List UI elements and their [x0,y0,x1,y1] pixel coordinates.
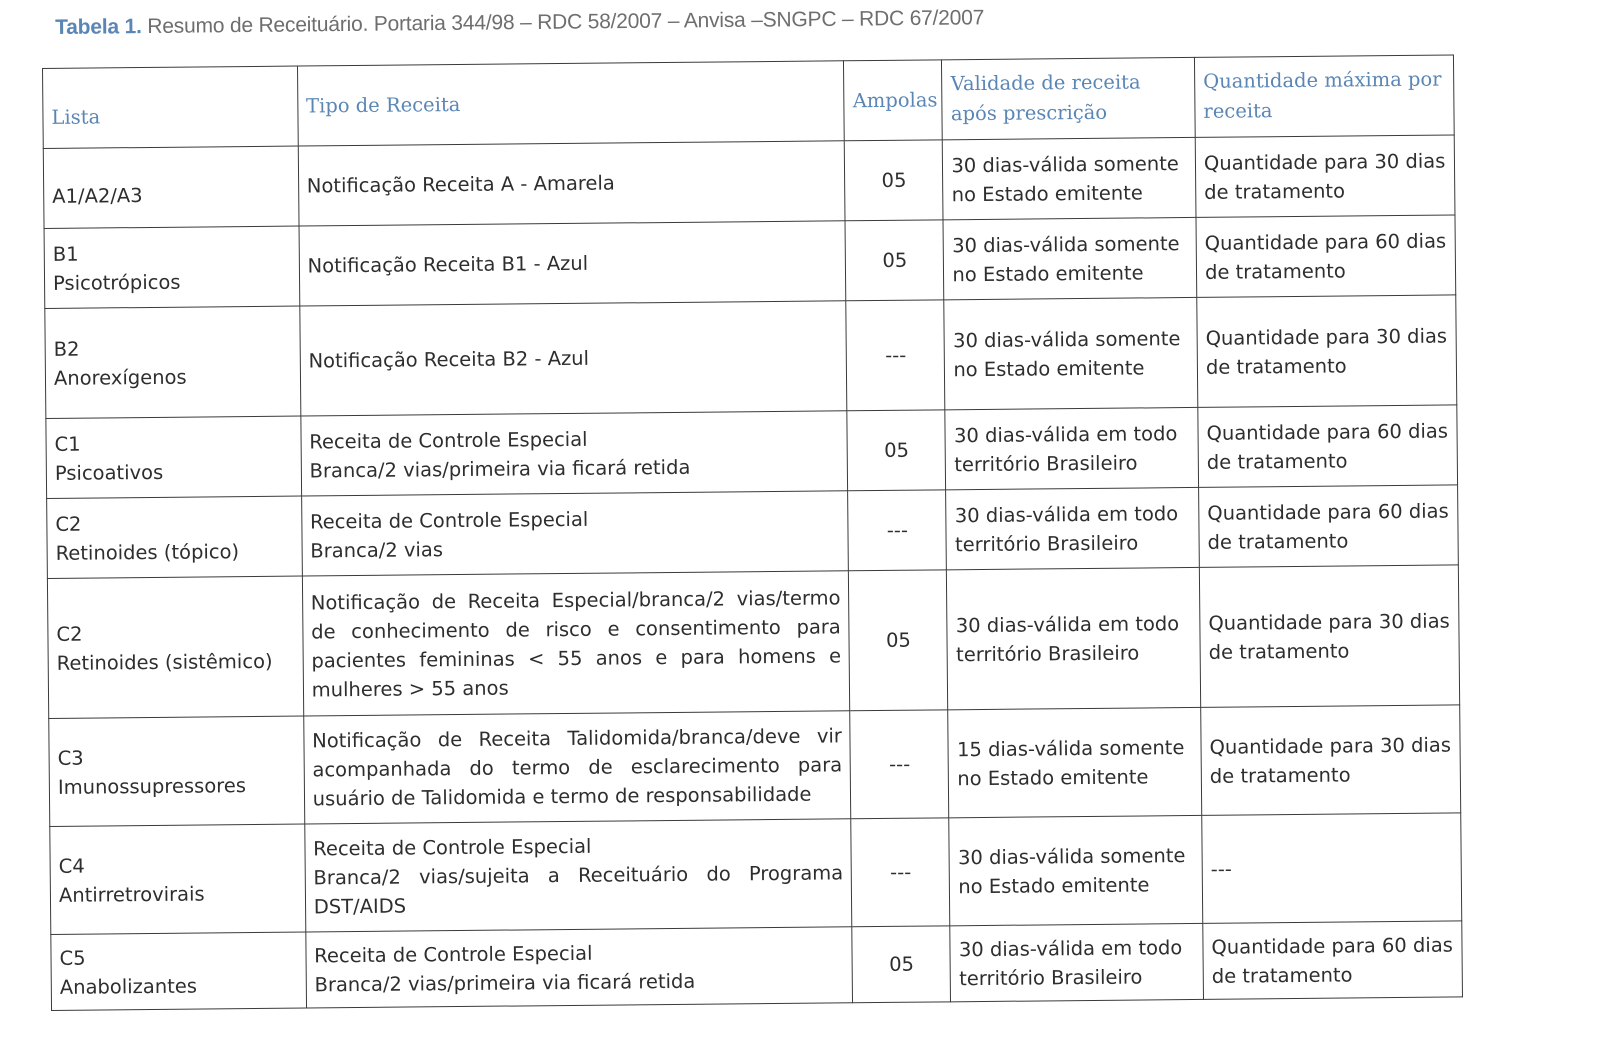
table-caption [55,6,984,40]
cell-quantidade: Quantidade para 60 dias de tratamento [1198,405,1458,487]
caption-text: Resumo de Receituário. Portaria 344/98 – RDC 58/2007 – Anvisa –SNGPC – RDC 67/2007 [147,6,985,39]
cell-tipo: Notificação Receita B1 - Azul [299,221,846,306]
cell-lista: C5 Anabolizantes [51,932,306,1010]
cell-lista: C1 Psicoativos [46,416,301,498]
caption-label: Tabela 1. [55,15,142,39]
cell-tipo: Receita de Controle Especial Branca/2 vias [301,491,848,576]
cell-validade: 30 dias-válida em todo território Brasileiro [946,487,1199,569]
table-row [50,813,1462,935]
cell-validade: 30 dias-válida somente no Estado emitente [944,297,1198,409]
cell-ampolas: --- [850,710,949,819]
cell-quantidade: Quantidade para 30 dias de tratamento [1197,295,1457,407]
table-row [51,921,1463,1011]
cell-tipo: Notificação Receita B2 - Azul [299,301,847,416]
cell-validade: 30 dias-válida somente no Estado emitente [943,217,1196,299]
cell-validade: 30 dias-válida somente no Estado emitente [949,815,1203,925]
cell-lista: B2 Anorexígenos [45,306,301,418]
cell-ampolas: --- [851,818,950,927]
cell-ampolas: --- [848,490,947,571]
header-tipo: Tipo de Receita [297,61,844,146]
cell-lista: C3 Imunossupressores [49,716,305,826]
cell-quantidade: Quantidade para 60 dias de tratamento [1203,921,1463,999]
cell-lista: C2 Retinoides (sistêmico) [47,576,303,718]
header-ampolas: Ampolas [844,60,943,141]
cell-lista: C4 Antirretrovirais [50,824,306,934]
cell-ampolas: 05 [845,140,944,221]
cell-validade: 30 dias-válida somente no Estado emitente [943,137,1196,219]
table-row [45,295,1457,419]
cell-tipo: Notificação de Receita Talidomida/branca/deve vir acompanhada do termo de esclarecimento para usuário de Talidomida e termo de responsabilidade [303,711,851,824]
cell-ampolas: 05 [847,410,946,491]
prescription-summary-table [42,54,1463,1011]
table-row [47,565,1459,719]
cell-ampolas: 05 [849,570,948,711]
cell-tipo: Receita de Controle Especial Branca/2 vias/sujeita a Receituário do Programa DST/AIDS [304,819,852,932]
table-header-row [43,55,1455,149]
table-row [46,405,1458,499]
header-quantidade: Quantidade máxima por receita [1194,55,1454,137]
cell-ampolas: 05 [845,220,944,301]
cell-quantidade: Quantidade para 60 dias de tratamento [1196,215,1456,297]
cell-validade: 30 dias-válida em todo território Brasileiro [945,407,1198,489]
cell-lista: A1/A2/A3 [43,146,298,228]
cell-validade: 30 dias-válida em todo território Brasileiro [950,923,1203,1001]
header-validade: Validade de receita após prescrição [942,57,1195,139]
table-row [49,705,1461,827]
cell-tipo: Notificação Receita A - Amarela [298,141,845,226]
cell-ampolas: 05 [852,926,951,1003]
cell-validade: 30 dias-válida em todo território Brasileiro [947,567,1201,709]
cell-lista: B1 Psicotrópicos [44,226,299,308]
cell-lista: C2 Retinoides (tópico) [47,496,302,578]
cell-ampolas: --- [846,300,945,411]
cell-tipo: Receita de Controle Especial Branca/2 vias/primeira via ficará retida [306,927,853,1008]
cell-validade: 15 dias-válida somente no Estado emitente [948,707,1202,817]
prescription-table-container [42,54,1463,1011]
cell-tipo: Receita de Controle Especial Branca/2 vias/primeira via ficará retida [301,411,848,496]
cell-quantidade: Quantidade para 30 dias de tratamento [1199,565,1459,707]
table-row [44,215,1456,309]
cell-quantidade: --- [1202,813,1462,923]
header-lista: Lista [43,66,298,148]
cell-tipo: Notificação de Receita Especial/branca/2 vias/termo de conhecimento de risco e consentimento para pacientes femininas < 55 anos e para homens e mulheres > 55 anos [302,571,850,716]
cell-quantidade: Quantidade para 30 dias de tratamento [1195,135,1455,217]
cell-quantidade: Quantidade para 60 dias de tratamento [1199,485,1459,567]
table-row [43,135,1455,229]
cell-quantidade: Quantidade para 30 dias de tratamento [1201,705,1461,815]
table-row [47,485,1459,579]
